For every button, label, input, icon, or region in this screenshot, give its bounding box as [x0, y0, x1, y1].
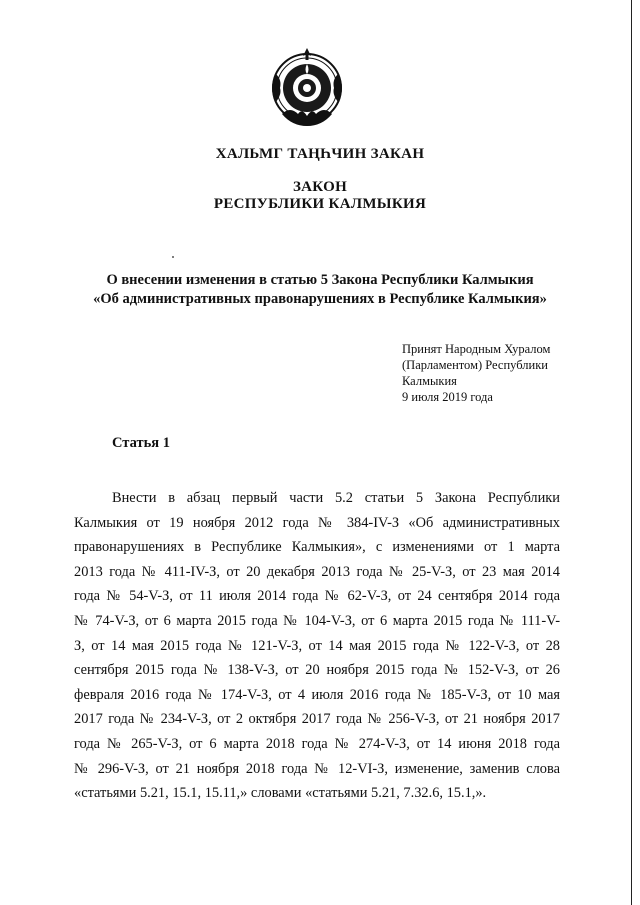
body-line: «статьями 5.21, 15.1, 15.11,» словами «статьями 5.21, 7.32.6, 15.1,».: [74, 785, 487, 802]
body-line: года № 265-V-З, от 6 марта 2018 года № 274-V-З, от 14 июня 2018 года: [74, 735, 560, 752]
speck: [172, 256, 174, 258]
kalmyk-title: ХАЛЬМГ ТАҢҺЧИН ЗАКАН: [215, 146, 425, 162]
coat-of-arms-icon: [262, 44, 352, 134]
article-body: [74, 486, 560, 806]
body-line: 2017 года № 234-V-З, от 2 октября 2017 года № 256-V-З, от 21 ноября 2017: [74, 711, 560, 728]
body-line: февраля 2016 года № 174-V-З, от 4 июля 2016 года № 185-V-З, от 10 мая: [74, 686, 560, 703]
article-heading: Статья 1: [112, 435, 170, 451]
adoption-note: [402, 341, 572, 405]
adoption-line: (Парламентом) Республики: [402, 358, 548, 372]
adoption-line: Калмыкия: [402, 374, 457, 388]
body-line: сентября 2015 года № 138-V-З, от 20 ноября 2015 года № 152-V-З, от 26: [74, 662, 560, 679]
body-line: 2013 года № 411-IV-З, от 20 декабря 2013 года № 25-V-З, от 23 мая 2014: [74, 563, 560, 580]
body-line: правонарушениях в Республике Калмыкия», с изменениями от 1 марта: [74, 539, 560, 556]
republic-heading: РЕСПУБЛИКИ КАЛМЫКИЯ: [213, 196, 427, 212]
page-edge-line: [631, 0, 632, 905]
adoption-line: Принят Народным Хуралом: [402, 342, 551, 356]
body-line: Калмыкия от 19 ноября 2012 года № 384-IV-З «Об административных: [74, 514, 560, 531]
body-line: Внести в абзац первый части 5.2 статьи 5 Закона Республики: [112, 490, 560, 506]
adoption-date: 9 июля 2019 года: [402, 390, 493, 404]
body-line: года № 54-V-З, от 11 июля 2014 года № 62-V-З, от 24 сентября 2014 года: [74, 588, 560, 605]
law-heading: ЗАКОН: [292, 179, 348, 195]
law-title-line-2: «Об административных правонарушениях в Республике Калмыкия»: [93, 291, 547, 307]
law-title-line-1: О внесении изменения в статью 5 Закона Республики Калмыкия: [106, 272, 534, 288]
body-line: № 296-V-З, от 21 ноября 2018 года № 12-VI-З, изменение, заменив слова: [74, 760, 560, 777]
body-line: З, от 14 мая 2015 года № 121-V-З, от 14 мая 2015 года № 122-V-З, от 28: [74, 637, 560, 654]
body-line: № 74-V-З, от 6 марта 2015 года № 104-V-З, от 6 марта 2015 года № 111-V-: [74, 612, 560, 629]
